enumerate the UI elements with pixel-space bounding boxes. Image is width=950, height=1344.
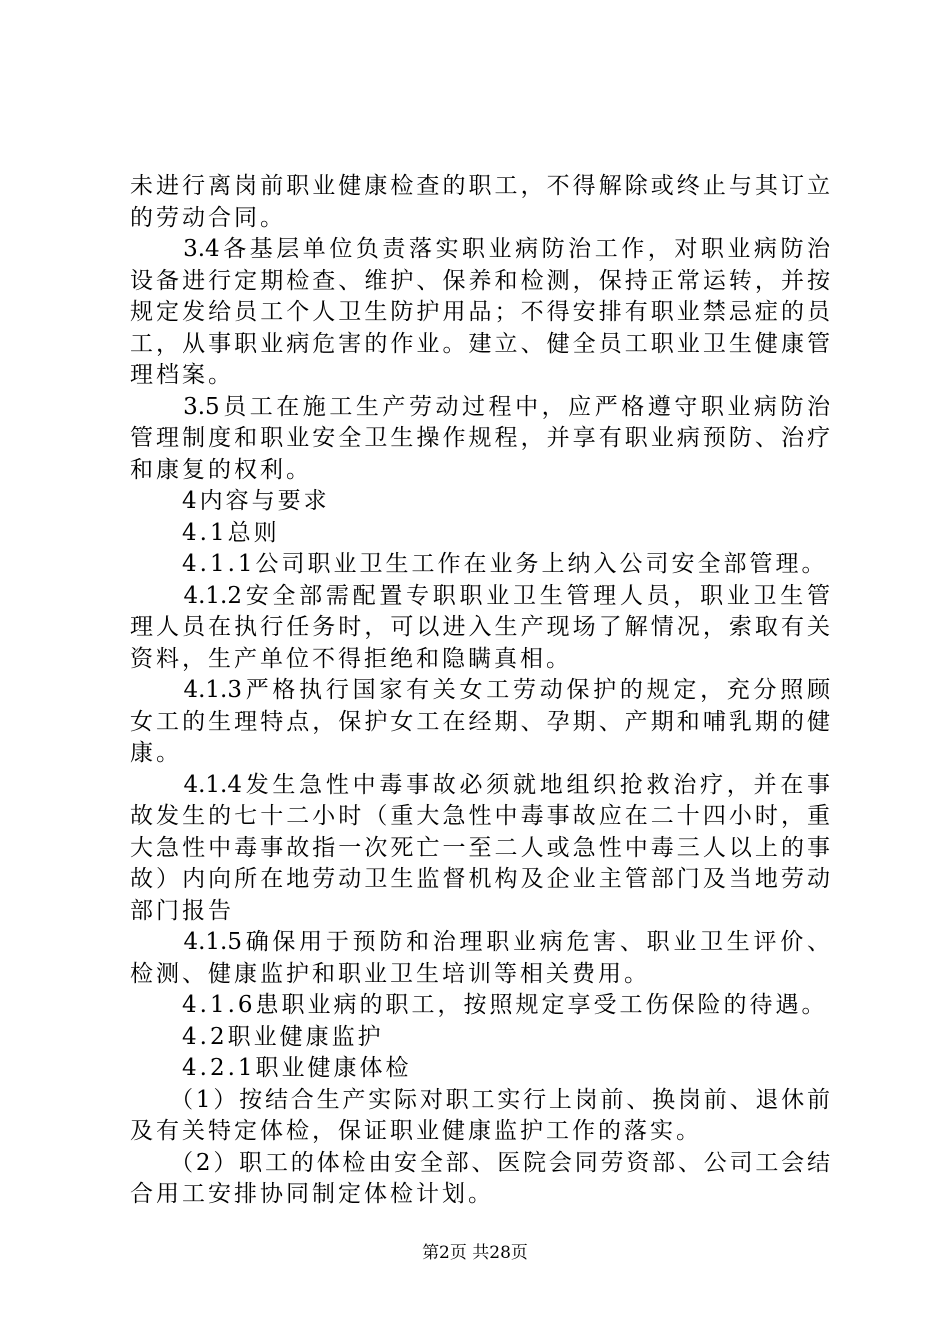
- text-line: 康。: [130, 740, 182, 766]
- section-heading: 4.2职业健康监护: [130, 1023, 384, 1050]
- text-line: 和康复的权利。: [130, 456, 312, 483]
- text-line: 未进行离岗前职业健康检查的职工，不得解除或终止与其订立: [130, 173, 830, 199]
- text-line: 故）内向所在地劳动卫生监督机构及企业主管部门及当地劳动: [130, 866, 830, 892]
- section-heading: 4.1总则: [130, 519, 280, 546]
- text-line: （1）按结合生产实际对职工实行上岗前、换岗前、退休前: [130, 1086, 830, 1113]
- text-line: 理档案。: [130, 362, 234, 388]
- text-line: 4.1.4发生急性中毒事故必须就地组织抢救治疗，并在事: [130, 771, 830, 798]
- page-footer: 第2页 共28页: [422, 1243, 528, 1263]
- text-line: 4.1.3严格执行国家有关女工劳动保护的规定，充分照顾: [130, 677, 830, 703]
- text-line: 资料，生产单位不得拒绝和隐瞒真相。: [130, 645, 572, 672]
- text-line: 故发生的七十二小时（重大急性中毒事故应在二十四小时，重: [130, 803, 830, 829]
- text-line: 设备进行定期检查、维护、保养和检测，保持正常运转，并按: [130, 267, 830, 294]
- text-line: 管理制度和职业安全卫生操作规程，并享有职业病预防、治疗: [130, 425, 830, 451]
- text-line: 的劳动合同。: [130, 204, 286, 231]
- text-line: 4.1.1公司职业卫生工作在业务上纳入公司安全部管理。: [130, 551, 828, 577]
- text-line: 理人员在执行任务时，可以进入生产现场了解情况，索取有关: [130, 614, 830, 640]
- section-heading: 4内容与要求: [130, 488, 330, 514]
- text-line: 大急性中毒事故指一次死亡一至二人或急性中毒三人以上的事: [130, 834, 830, 861]
- text-line: 女工的生理特点，保护女工在经期、孕期、产期和哺乳期的健: [130, 708, 830, 735]
- text-line: 规定发给员工个人卫生防护用品；不得安排有职业禁忌症的员: [130, 299, 830, 325]
- text-line: 4.1.5确保用于预防和治理职业病危害、职业卫生评价、: [130, 929, 830, 955]
- text-line: 及有关特定体检，保证职业健康监护工作的落实。: [130, 1118, 702, 1144]
- text-line: （2）职工的体检由安全部、医院会同劳资部、公司工会结: [130, 1149, 830, 1176]
- text-line: 检测、健康监护和职业卫生培训等相关费用。: [130, 960, 650, 987]
- text-line: 合用工安排协同制定体检计划。: [130, 1181, 494, 1207]
- text-line: 4.1.6患职业病的职工，按照规定享受工伤保险的待遇。: [130, 992, 828, 1018]
- text-line: 工，从事职业病危害的作业。建立、健全员工职业卫生健康管: [130, 330, 830, 357]
- text-line: 部门报告: [130, 897, 234, 924]
- text-line: 4.1.2安全部需配置专职职业卫生管理人员，职业卫生管: [130, 582, 830, 609]
- text-line: 3.4各基层单位负责落实职业病防治工作，对职业病防治: [130, 236, 830, 262]
- section-heading: 4.2.1职业健康体检: [130, 1055, 412, 1081]
- text-line: 3.5员工在施工生产劳动过程中，应严格遵守职业病防治: [130, 393, 830, 420]
